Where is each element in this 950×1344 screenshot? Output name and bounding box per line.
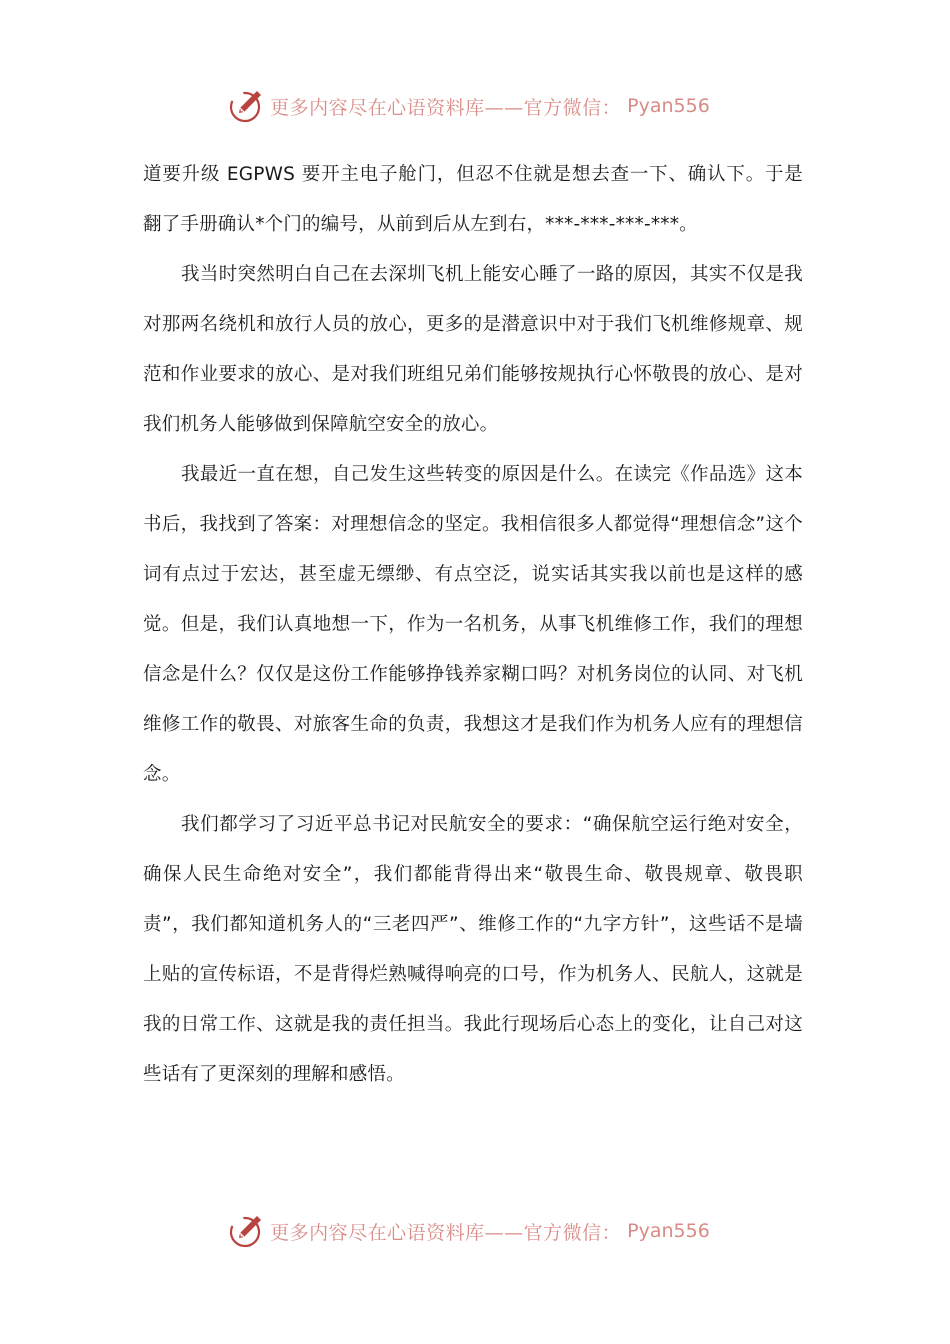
watermark-wechat-id: Pyan556 bbox=[627, 95, 710, 117]
paragraph-4: 我们都学习了习近平总书记对民航安全的要求：“确保航空运行绝对安全，确保人民生命绝对安全”，我们都能背得出来“敬畏生命、敬畏规章、敬畏职责”，我们都知道机务人的“三老四严”、维修工作的“九字方针”，这些话不是墙上贴的宣传标语，不是背得烂熟喊得响亮的口号，作为机务人、民航人，这就是我的日常工作、这就是我的责任担当。我此行现场后心态上的变化，让自己对这些话有了更深刻的理解和感悟。 bbox=[143, 814, 803, 1085]
watermark-wechat-id: Pyan556 bbox=[627, 1220, 710, 1242]
watermark-banner-top bbox=[0, 84, 950, 128]
paragraph-2: 我当时突然明白自己在去深圳飞机上能安心睡了一路的原因，其实不仅是我对那两名绕机和放行人员的放心，更多的是潜意识中对于我们飞机维修规章、规范和作业要求的放心、是对我们班组兄弟们能够按规执行心怀敬畏的放心、是对我们机务人能够做到保障航空安全的放心。 bbox=[143, 264, 803, 435]
paragraph-3: 我最近一直在想，自己发生这些转变的原因是什么。在读完《作品选》这本书后，我找到了答案：对理想信念的坚定。我相信很多人都觉得“理想信念”这个词有点过于宏达，甚至虚无缥缈、有点空泛，说实话其实我以前也是这样的感觉。但是，我们认真地想一下，作为一名机务，从事飞机维修工作，我们的理想信念是什么？仅仅是这份工作能够挣钱养家糊口吗？对机务岗位的认同、对飞机维修工作的敬畏、对旅客生命的负责，我想这才是我们作为机务人应有的理想信念。 bbox=[143, 464, 803, 785]
document-body bbox=[143, 150, 803, 1100]
pen-nib-logo-icon bbox=[228, 88, 264, 124]
watermark-banner-inner bbox=[228, 88, 710, 124]
watermark-banner-bottom bbox=[0, 1209, 950, 1253]
pen-nib-logo-icon bbox=[228, 1213, 264, 1249]
paragraph-1: 道要升级 EGPWS 要开主电子舱门，但忍不住就是想去查一下、确认下。于是翻了手册确认*个门的编号，从前到后从左到右，***-***-***-***。 bbox=[143, 164, 803, 235]
watermark-banner-inner bbox=[228, 1213, 710, 1249]
watermark-text: 更多内容尽在心语资料库——官方微信： bbox=[270, 96, 622, 119]
watermark-text: 更多内容尽在心语资料库——官方微信： bbox=[270, 1221, 622, 1244]
